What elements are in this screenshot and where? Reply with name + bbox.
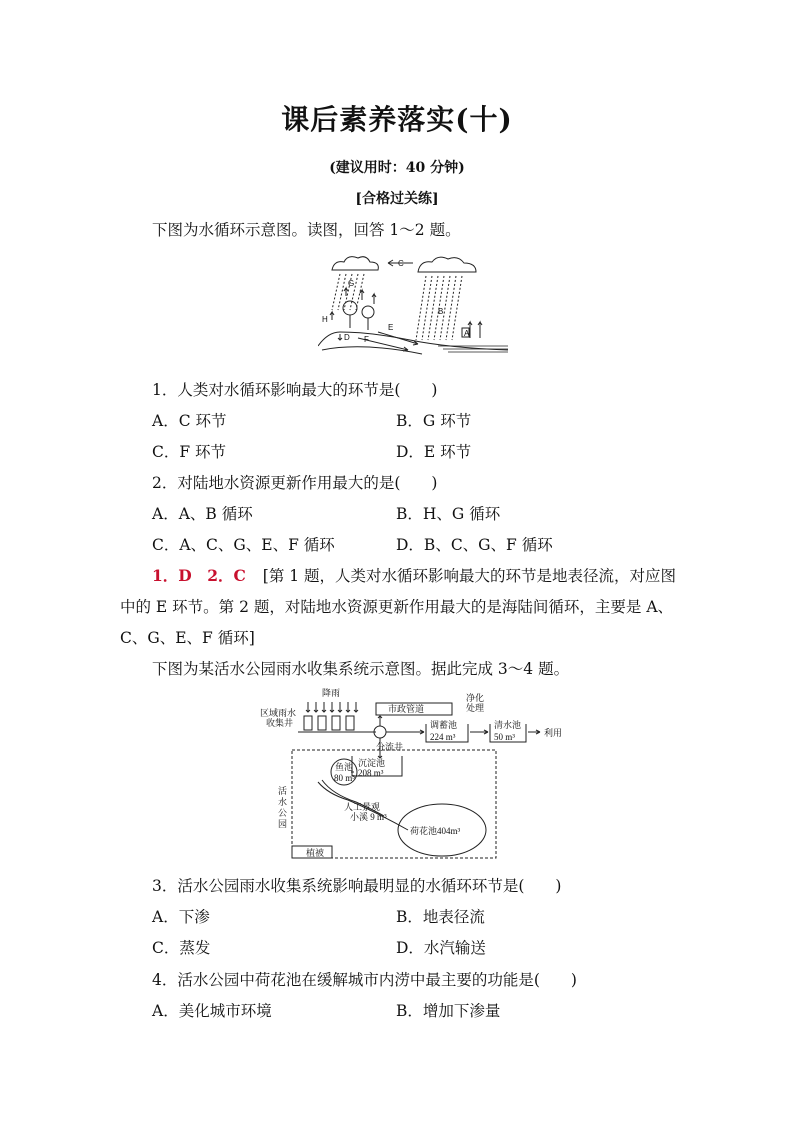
label-legend: 植被 xyxy=(306,848,325,858)
q3-stem: 3．活水公园雨水收集系统影响最明显的水循环环节是( ) xyxy=(152,877,562,895)
q4-option-b[interactable]: B．增加下渗量 xyxy=(396,1002,501,1020)
q2-option-a[interactable]: A．A、B 循环 xyxy=(152,505,253,523)
q3-option-d[interactable]: D．水汽输送 xyxy=(396,939,486,957)
rain-arrows xyxy=(306,702,358,712)
label-sed-vol: 208 m³ xyxy=(358,768,384,778)
q3-option-b[interactable]: B．地表径流 xyxy=(396,908,485,926)
collection-wells xyxy=(304,716,354,730)
q1-option-c[interactable]: C．F 环节 xyxy=(152,443,227,461)
label-split: 分流井 xyxy=(376,742,404,752)
label-f: F xyxy=(364,335,369,344)
label-use: 利用 xyxy=(544,728,563,738)
q1-option-d[interactable]: D．E 环节 xyxy=(396,443,472,461)
explanation-1-line1: [第 1 题，人类对水循环影响最大的环节是地表径流，对应图 xyxy=(262,567,677,585)
intro-fig1: 下图为水循环示意图。读图，回答 1～2 题。 xyxy=(152,221,461,239)
label-park-1: 活 xyxy=(278,786,288,796)
answer-key-1: 1．D 2．C xyxy=(152,566,246,585)
label-d: D xyxy=(344,333,350,342)
q2-stem: 2．对陆地水资源更新作用最大的是( ) xyxy=(152,474,438,492)
q4-stem: 4．活水公园中荷花池在缓解城市内涝中最主要的功能是( ) xyxy=(152,971,577,989)
label-g: G xyxy=(348,279,355,288)
label-storage-name: 调蓄池 xyxy=(430,720,458,730)
label-park-3: 公 xyxy=(278,808,288,818)
time-hint: (建议用时：40 分钟) xyxy=(329,160,465,176)
park-boundary xyxy=(292,750,496,858)
tree-1 xyxy=(343,301,357,315)
q2-option-b[interactable]: B．H、G 循环 xyxy=(396,505,501,523)
q1-stem: 1．人类对水循环影响最大的环节是( ) xyxy=(152,381,438,399)
explanation-1-line2: 中的 E 环节。第 2 题，对陆地水资源更新作用最大的是海陆间循环，主要是 A、 xyxy=(120,598,674,616)
label-purify-2: 处理 xyxy=(466,703,485,713)
label-well-1: 区域雨水 xyxy=(260,708,297,718)
q2-option-d[interactable]: D．B、C、G、F 循环 xyxy=(396,536,553,554)
label-rain: 降雨 xyxy=(322,688,341,698)
intro-fig2: 下图为某活水公园雨水收集系统示意图。据此完成 3～4 题。 xyxy=(152,660,570,678)
label-purify-1: 净化 xyxy=(466,693,485,703)
q3-option-a[interactable]: A．下渗 xyxy=(152,908,210,926)
label-b: B xyxy=(438,307,444,316)
q4-option-a[interactable]: A．美化城市环境 xyxy=(152,1002,272,1020)
label-creek-2: 小溪 9 m³ xyxy=(350,812,387,822)
label-sed-name: 沉淀池 xyxy=(358,758,386,768)
label-clear-vol: 50 m³ xyxy=(494,732,515,742)
label-a: A xyxy=(464,329,470,338)
cloud-left xyxy=(332,257,378,270)
section-heading: [合格过关练] xyxy=(355,191,439,207)
label-park-4: 园 xyxy=(278,819,288,829)
label-c: C xyxy=(398,259,404,268)
label-well-2: 收集井 xyxy=(266,718,294,728)
label-e: E xyxy=(388,323,394,332)
label-storage-vol: 224 m³ xyxy=(430,732,456,742)
label-h: H xyxy=(322,315,328,324)
cloud-right xyxy=(418,257,476,272)
q2-option-c[interactable]: C．A、C、G、E、F 循环 xyxy=(152,536,335,554)
label-lotus: 荷花池404m³ xyxy=(410,826,461,836)
label-creek-1: 人工景观 xyxy=(344,802,381,812)
label-fish-name: 鱼池 xyxy=(335,762,354,772)
label-clear-name: 清水池 xyxy=(494,720,522,730)
q1-option-a[interactable]: A．C 环节 xyxy=(152,412,227,430)
tree-2 xyxy=(362,306,374,318)
label-park-2: 水 xyxy=(278,797,288,807)
answer-block-1 xyxy=(152,564,676,586)
rainwater-system-diagram xyxy=(258,686,578,862)
page-title: 课后素养落实(十) xyxy=(281,103,513,136)
q3-option-c[interactable]: C．蒸发 xyxy=(152,939,211,957)
label-municipal: 市政管道 xyxy=(388,704,425,714)
explanation-1-line3: C、G、E、F 循环] xyxy=(120,629,255,647)
q1-option-b[interactable]: B．G 环节 xyxy=(396,412,472,430)
label-fish-vol: 80 m³ xyxy=(334,773,355,783)
water-cycle-diagram xyxy=(318,250,508,360)
